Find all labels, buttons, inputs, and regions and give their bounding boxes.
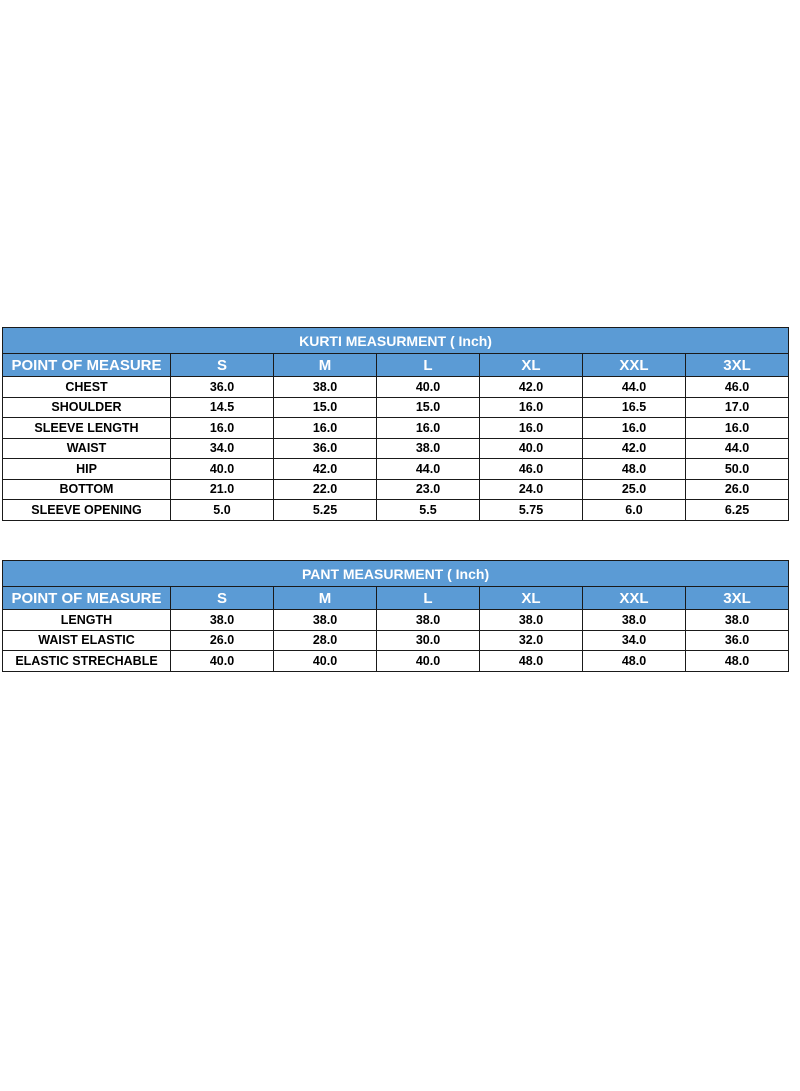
column-header: POINT OF MEASURE bbox=[3, 587, 171, 610]
kurti-header-row bbox=[3, 354, 789, 377]
table-cell: 44.0 bbox=[583, 377, 686, 398]
column-header: M bbox=[274, 587, 377, 610]
row-label: LENGTH bbox=[3, 610, 171, 631]
table-cell: 38.0 bbox=[686, 610, 789, 631]
table-cell: 26.0 bbox=[686, 479, 789, 500]
table-cell: 44.0 bbox=[377, 459, 480, 480]
table-cell: 36.0 bbox=[274, 438, 377, 459]
column-header: XXL bbox=[583, 354, 686, 377]
table-cell: 38.0 bbox=[171, 610, 274, 631]
pant-table-title: PANT MEASURMENT ( Inch) bbox=[3, 561, 789, 587]
table-cell: 38.0 bbox=[274, 377, 377, 398]
table-cell: 21.0 bbox=[171, 479, 274, 500]
table-cell: 36.0 bbox=[686, 630, 789, 651]
pant-header-row bbox=[3, 587, 789, 610]
table-cell: 48.0 bbox=[583, 459, 686, 480]
kurti-table-title: KURTI MEASURMENT ( Inch) bbox=[3, 328, 789, 354]
table-cell: 28.0 bbox=[274, 630, 377, 651]
table-cell: 50.0 bbox=[686, 459, 789, 480]
table-cell: 16.0 bbox=[377, 418, 480, 439]
row-label: SLEEVE OPENING bbox=[3, 500, 171, 521]
table-cell: 14.5 bbox=[171, 397, 274, 418]
table-cell: 16.5 bbox=[583, 397, 686, 418]
table-cell: 16.0 bbox=[480, 418, 583, 439]
column-header: M bbox=[274, 354, 377, 377]
kurti-size-table bbox=[2, 327, 789, 521]
table-cell: 46.0 bbox=[480, 459, 583, 480]
row-label: SLEEVE LENGTH bbox=[3, 418, 171, 439]
table-row bbox=[3, 377, 789, 398]
table-cell: 16.0 bbox=[274, 418, 377, 439]
table-cell: 25.0 bbox=[583, 479, 686, 500]
table-row bbox=[3, 459, 789, 480]
table-cell: 40.0 bbox=[480, 438, 583, 459]
table-cell: 5.0 bbox=[171, 500, 274, 521]
column-header: 3XL bbox=[686, 354, 789, 377]
table-cell: 5.75 bbox=[480, 500, 583, 521]
table-row bbox=[3, 438, 789, 459]
table-cell: 17.0 bbox=[686, 397, 789, 418]
column-header: POINT OF MEASURE bbox=[3, 354, 171, 377]
table-cell: 16.0 bbox=[583, 418, 686, 439]
table-cell: 38.0 bbox=[274, 610, 377, 631]
table-cell: 24.0 bbox=[480, 479, 583, 500]
table-cell: 40.0 bbox=[171, 651, 274, 672]
table-cell: 34.0 bbox=[583, 630, 686, 651]
column-header: XL bbox=[480, 354, 583, 377]
table-row bbox=[3, 610, 789, 631]
pant-title-row bbox=[3, 561, 789, 587]
table-cell: 16.0 bbox=[480, 397, 583, 418]
table-cell: 40.0 bbox=[377, 377, 480, 398]
column-header: XL bbox=[480, 587, 583, 610]
table-row bbox=[3, 397, 789, 418]
table-cell: 42.0 bbox=[274, 459, 377, 480]
table-row bbox=[3, 651, 789, 672]
table-row bbox=[3, 500, 789, 521]
table-cell: 6.0 bbox=[583, 500, 686, 521]
column-header: S bbox=[171, 354, 274, 377]
table-cell: 6.25 bbox=[686, 500, 789, 521]
table-cell: 26.0 bbox=[171, 630, 274, 651]
table-cell: 38.0 bbox=[583, 610, 686, 631]
table-cell: 48.0 bbox=[480, 651, 583, 672]
table-row bbox=[3, 418, 789, 439]
column-header: XXL bbox=[583, 587, 686, 610]
table-cell: 38.0 bbox=[377, 438, 480, 459]
table-cell: 5.5 bbox=[377, 500, 480, 521]
column-header: L bbox=[377, 587, 480, 610]
column-header: S bbox=[171, 587, 274, 610]
row-label: WAIST ELASTIC bbox=[3, 630, 171, 651]
column-header: L bbox=[377, 354, 480, 377]
table-cell: 38.0 bbox=[480, 610, 583, 631]
table-cell: 23.0 bbox=[377, 479, 480, 500]
table-cell: 48.0 bbox=[583, 651, 686, 672]
table-cell: 42.0 bbox=[583, 438, 686, 459]
table-cell: 16.0 bbox=[171, 418, 274, 439]
kurti-title-row bbox=[3, 328, 789, 354]
table-row bbox=[3, 479, 789, 500]
row-label: ELASTIC STRECHABLE bbox=[3, 651, 171, 672]
table-row bbox=[3, 630, 789, 651]
table-cell: 32.0 bbox=[480, 630, 583, 651]
row-label: HIP bbox=[3, 459, 171, 480]
table-cell: 44.0 bbox=[686, 438, 789, 459]
table-cell: 38.0 bbox=[377, 610, 480, 631]
table-cell: 30.0 bbox=[377, 630, 480, 651]
table-cell: 42.0 bbox=[480, 377, 583, 398]
row-label: WAIST bbox=[3, 438, 171, 459]
table-cell: 5.25 bbox=[274, 500, 377, 521]
column-header: 3XL bbox=[686, 587, 789, 610]
table-cell: 46.0 bbox=[686, 377, 789, 398]
table-cell: 22.0 bbox=[274, 479, 377, 500]
table-cell: 34.0 bbox=[171, 438, 274, 459]
table-cell: 40.0 bbox=[274, 651, 377, 672]
table-cell: 36.0 bbox=[171, 377, 274, 398]
table-cell: 15.0 bbox=[274, 397, 377, 418]
row-label: SHOULDER bbox=[3, 397, 171, 418]
pant-size-table bbox=[2, 560, 789, 672]
table-cell: 16.0 bbox=[686, 418, 789, 439]
table-cell: 48.0 bbox=[686, 651, 789, 672]
table-cell: 40.0 bbox=[171, 459, 274, 480]
row-label: BOTTOM bbox=[3, 479, 171, 500]
row-label: CHEST bbox=[3, 377, 171, 398]
table-cell: 15.0 bbox=[377, 397, 480, 418]
table-cell: 40.0 bbox=[377, 651, 480, 672]
